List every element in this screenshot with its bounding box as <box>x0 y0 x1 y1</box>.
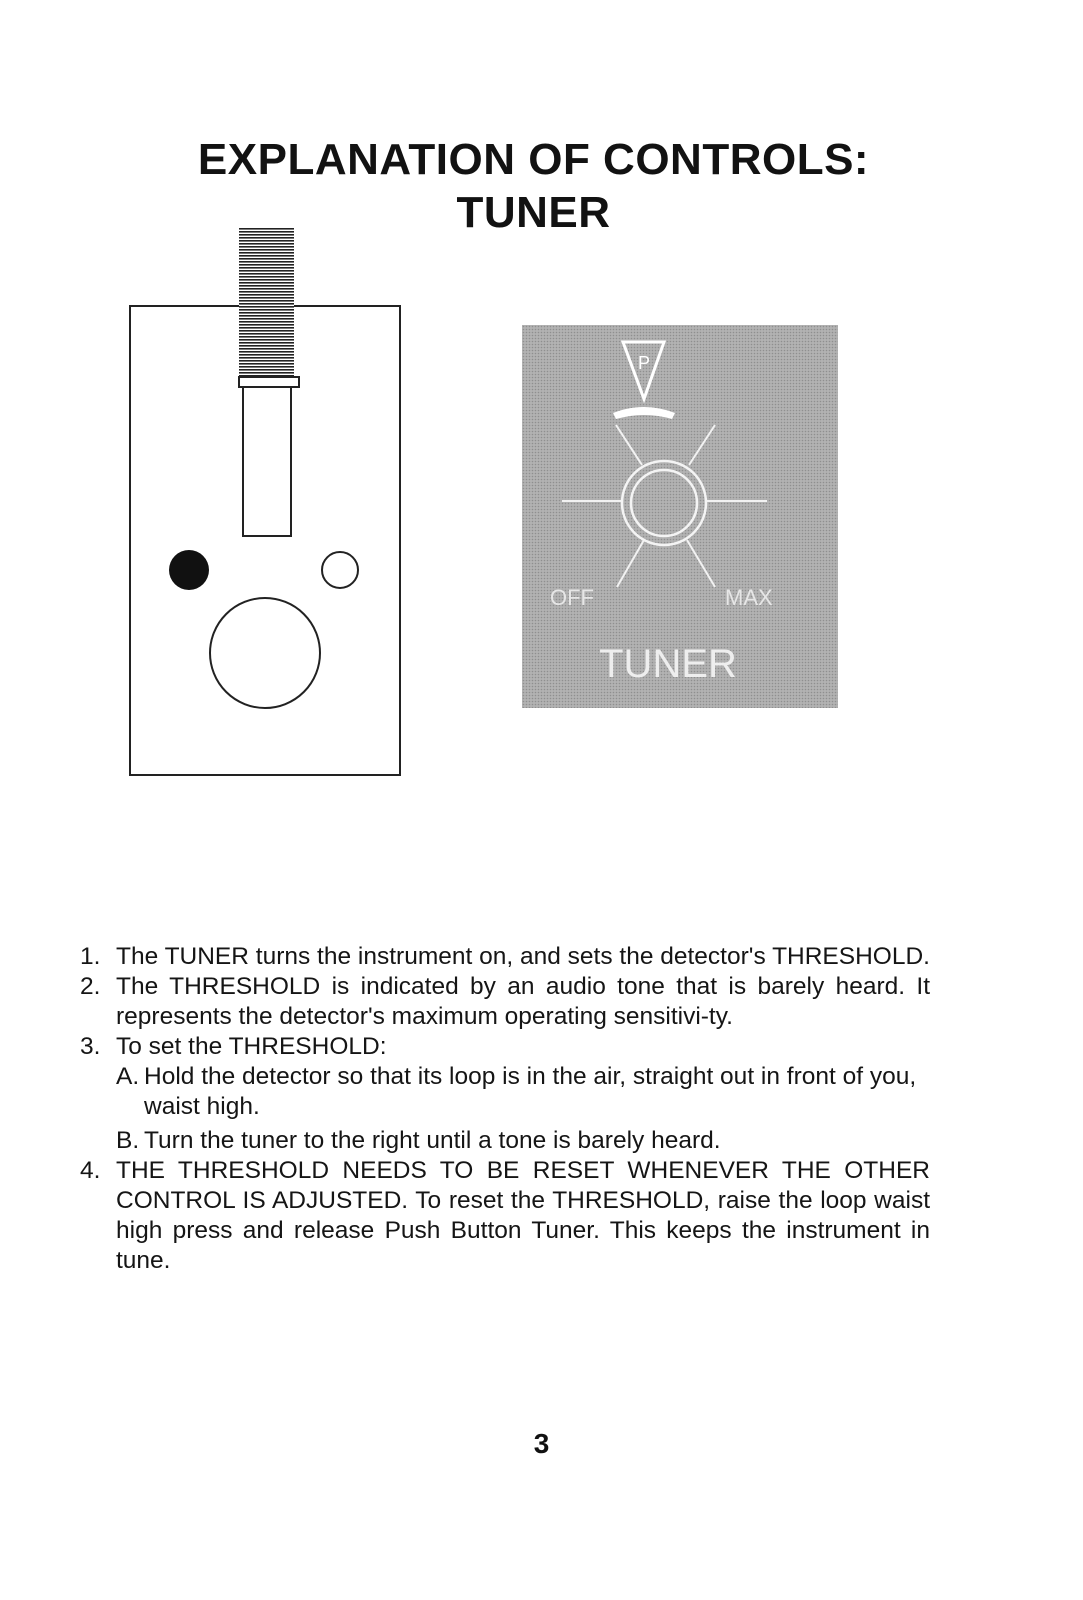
list-text: THE THRESHOLD NEEDS TO BE RESET WHENEVER THE OTHER CONTROL IS ADJUSTED. To reset the THRESHOLD, raise the loop waist high press and release Push Button Tuner. This keeps the instrument in tune. <box>116 1157 930 1274</box>
list-number: 3. <box>80 1033 101 1060</box>
sub-list-letter: A. <box>116 1063 140 1090</box>
page-subtitle: TUNER <box>456 188 611 237</box>
list-text: To set the THRESHOLD: <box>116 1033 387 1060</box>
sub-list-text: Hold the detector so that its loop is in the air, straight out in front of you, waist high. <box>144 1063 917 1120</box>
page-number: 3 <box>533 1428 550 1459</box>
list-number: 2. <box>80 973 101 1000</box>
led-indicator-open <box>322 552 358 588</box>
list-text: The THRESHOLD is indicated by an audio tone that is barely heard. It represents the detector's maximum operating sensitivi-ty. <box>116 973 930 1030</box>
sub-list-letter: B. <box>116 1127 140 1154</box>
tuner-knob[interactable] <box>239 227 299 536</box>
label-tuner: TUNER <box>599 642 737 686</box>
list-item <box>80 1156 930 1276</box>
round-control-outline[interactable] <box>210 598 320 708</box>
label-off: OFF <box>550 585 594 610</box>
instructions-list <box>80 942 930 1276</box>
list-item <box>80 1032 930 1156</box>
list-item <box>80 942 930 972</box>
svg-text:P: P <box>637 353 651 373</box>
sub-list-item <box>116 1126 930 1156</box>
list-text: The TUNER turns the instrument on, and sets the detector's THRESHOLD. <box>116 943 930 970</box>
label-max: MAX <box>725 585 773 610</box>
sub-list-text: Turn the tuner to the right until a tone is barely heard. <box>144 1127 721 1154</box>
control-panel-diagram <box>128 225 408 785</box>
list-number: 1. <box>80 943 101 970</box>
led-indicator-filled <box>169 550 209 590</box>
list-number: 4. <box>80 1157 101 1184</box>
list-item <box>80 972 930 1032</box>
tuner-label-panel <box>522 325 838 708</box>
page-title: EXPLANATION OF CONTROLS: <box>197 135 870 184</box>
sub-list-item <box>116 1062 930 1122</box>
